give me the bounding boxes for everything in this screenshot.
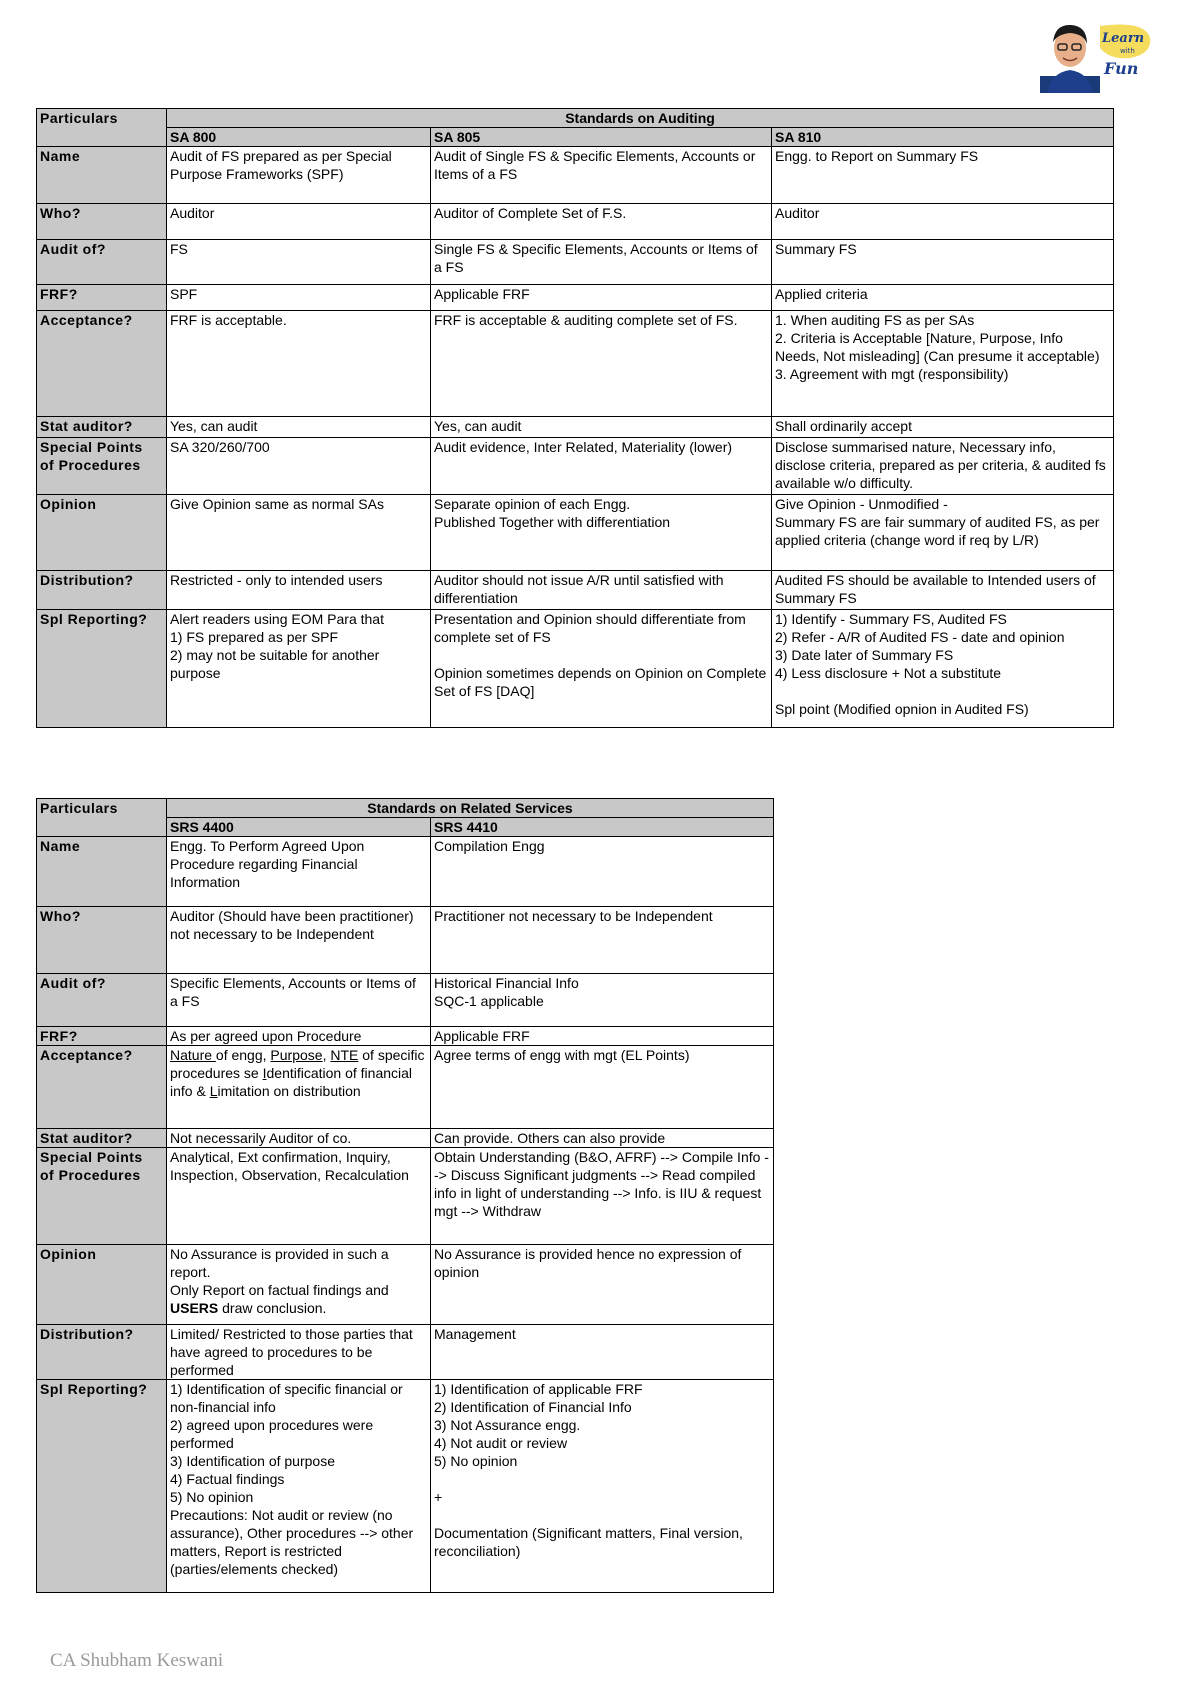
table-cell: Specific Elements, Accounts or Items of a FS [167,974,431,1027]
row-label: Who? [37,907,167,974]
table-row [37,1245,774,1325]
table-cell: FRF is acceptable & auditing complete set of FS. [431,311,772,417]
table-row [37,610,1114,728]
table-cell: 1. When auditing FS as per SAs 2. Criteria is Acceptable [Nature, Purpose, Info Needs, Not misleading] (Can presume it acceptable) 3. Agreement with mgt (responsibility) [772,311,1114,417]
table-cell: Yes, can audit [167,417,431,438]
table-cell: Audited FS should be available to Intended users of Summary FS [772,571,1114,610]
table-cell: Not necessarily Auditor of co. [167,1129,431,1148]
table-cell: Applicable FRF [431,285,772,311]
row-label: Opinion [37,1245,167,1325]
row-label: Stat auditor? [37,417,167,438]
table-cell: Can provide. Others can also provide [431,1129,774,1148]
standards-on-auditing-table [36,108,1114,728]
row-label: Name [37,147,167,204]
table-cell: Nature of engg, Purpose, NTE of specific procedures se Identification of financial info & Limitation on distribution [167,1046,431,1129]
table-cell: SA 320/260/700 [167,438,431,495]
row-label: Spl Reporting? [37,1380,167,1593]
logo-text-fun: Fun [1104,59,1139,78]
column-header: SRS 4400 [167,818,431,837]
table-cell: Auditor of Complete Set of F.S. [431,204,772,240]
table-cell: Management [431,1325,774,1380]
table-row [37,1380,774,1593]
table-heading: Standards on Auditing [167,109,1114,128]
logo-text-with: with [1120,47,1135,55]
table-cell: Yes, can audit [431,417,772,438]
row-label: Opinion [37,495,167,571]
standards-on-related-services-table [36,798,774,1593]
learn-with-fun-logo [1040,18,1155,93]
table-cell: Alert readers using EOM Para that 1) FS prepared as per SPF 2) may not be suitable for another purpose [167,610,431,728]
table-row [37,1129,774,1148]
table-row [37,1027,774,1046]
table-cell: Audit of FS prepared as per Special Purpose Frameworks (SPF) [167,147,431,204]
table-cell: Auditor [167,204,431,240]
row-label: Distribution? [37,1325,167,1380]
table-cell: Compilation Engg [431,837,774,907]
table-cell: Engg. to Report on Summary FS [772,147,1114,204]
table-cell: Applicable FRF [431,1027,774,1046]
table-row [37,974,774,1027]
table-row [37,147,1114,204]
table-cell: Disclose summarised nature, Necessary info, disclose criteria, prepared as per criteria, & audited fs available w/o difficulty. [772,438,1114,495]
table-cell: Applied criteria [772,285,1114,311]
column-header: SA 805 [431,128,772,147]
table-row [37,1046,774,1129]
particulars-header: Particulars [37,109,167,147]
particulars-header: Particulars [37,799,167,837]
table-cell: Presentation and Opinion should differentiate from complete set of FS Opinion sometimes depends on Opinion on Complete Set of FS [DAQ] [431,610,772,728]
row-label: Who? [37,204,167,240]
table-cell: Single FS & Specific Elements, Accounts or Items of a FS [431,240,772,285]
table-cell: 1) Identify - Summary FS, Audited FS 2) Refer - A/R of Audited FS - date and opinion 3) Date later of Summary FS 4) Less disclosure + Not a substitute Spl point (Modified opnion in Audited FS) [772,610,1114,728]
row-label: Acceptance? [37,311,167,417]
table-row [37,1325,774,1380]
table-cell: Audit evidence, Inter Related, Materiality (lower) [431,438,772,495]
table-cell: Obtain Understanding (B&O, AFRF) --> Compile Info --> Discuss Significant judgments --> Read compiled info in light of understanding --> Info. is IIU & request mgt --> Withdraw [431,1148,774,1245]
row-label: Audit of? [37,240,167,285]
table-cell: FS [167,240,431,285]
table-row [37,438,1114,495]
table-cell: Auditor (Should have been practitioner) not necessary to be Independent [167,907,431,974]
table-cell: Shall ordinarily accept [772,417,1114,438]
table-cell: Give Opinion - Unmodified - Summary FS are fair summary of audited FS, as per applied criteria (change word if req by L/R) [772,495,1114,571]
table-cell: Agree terms of engg with mgt (EL Points) [431,1046,774,1129]
table-cell: No Assurance is provided in such a report. Only Report on factual findings and USERS draw conclusion. [167,1245,431,1325]
column-header: SA 810 [772,128,1114,147]
column-header: SA 800 [167,128,431,147]
table-row [37,1148,774,1245]
table-row [37,204,1114,240]
table-cell: Auditor should not issue A/R until satisfied with differentiation [431,571,772,610]
table-row [37,240,1114,285]
table-cell: Engg. To Perform Agreed Upon Procedure regarding Financial Information [167,837,431,907]
table-cell: 1) Identification of applicable FRF 2) Identification of Financial Info 3) Not Assurance engg. 4) Not audit or review 5) No opinion + Documentation (Significant matters, Final version, reconciliation) [431,1380,774,1593]
table-cell: Practitioner not necessary to be Independent [431,907,774,974]
logo-text-learn: Learn [1102,31,1145,46]
table-heading: Standards on Related Services [167,799,774,818]
table-row [37,285,1114,311]
row-label: Spl Reporting? [37,610,167,728]
table-row [37,837,774,907]
table-cell: Separate opinion of each Engg. Published Together with differentiation [431,495,772,571]
table-cell: SPF [167,285,431,311]
row-label: Name [37,837,167,907]
row-label: FRF? [37,1027,167,1046]
row-label: Acceptance? [37,1046,167,1129]
table-cell: No Assurance is provided hence no expression of opinion [431,1245,774,1325]
row-label: FRF? [37,285,167,311]
table-cell: 1) Identification of specific financial or non-financial info 2) agreed upon procedures were performed 3) Identification of purpose 4) Factual findings 5) No opinion Precautions: Not audit or review (no assurance), Other procedures --> other matters, Report is restricted (parties/elements checked) [167,1380,431,1593]
row-label: Distribution? [37,571,167,610]
table-row [37,311,1114,417]
row-label: Stat auditor? [37,1129,167,1148]
table-cell: Limited/ Restricted to those parties that have agreed to procedures to be performed [167,1325,431,1380]
table-cell: Historical Financial Info SQC-1 applicable [431,974,774,1027]
table-cell: Restricted - only to intended users [167,571,431,610]
row-label: Special Points of Procedures [37,438,167,495]
author-footer: CA Shubham Keswani [50,1650,224,1671]
table-row [37,495,1114,571]
table-cell: FRF is acceptable. [167,311,431,417]
table-row [37,571,1114,610]
table-row [37,417,1114,438]
table-cell: Auditor [772,204,1114,240]
table-cell: Summary FS [772,240,1114,285]
row-label: Audit of? [37,974,167,1027]
row-label: Special Points of Procedures [37,1148,167,1245]
column-header: SRS 4410 [431,818,774,837]
table-cell: Give Opinion same as normal SAs [167,495,431,571]
table-row [37,907,774,974]
table-cell: Audit of Single FS & Specific Elements, Accounts or Items of a FS [431,147,772,204]
table-cell: As per agreed upon Procedure [167,1027,431,1046]
table-cell: Analytical, Ext confirmation, Inquiry, Inspection, Observation, Recalculation [167,1148,431,1245]
